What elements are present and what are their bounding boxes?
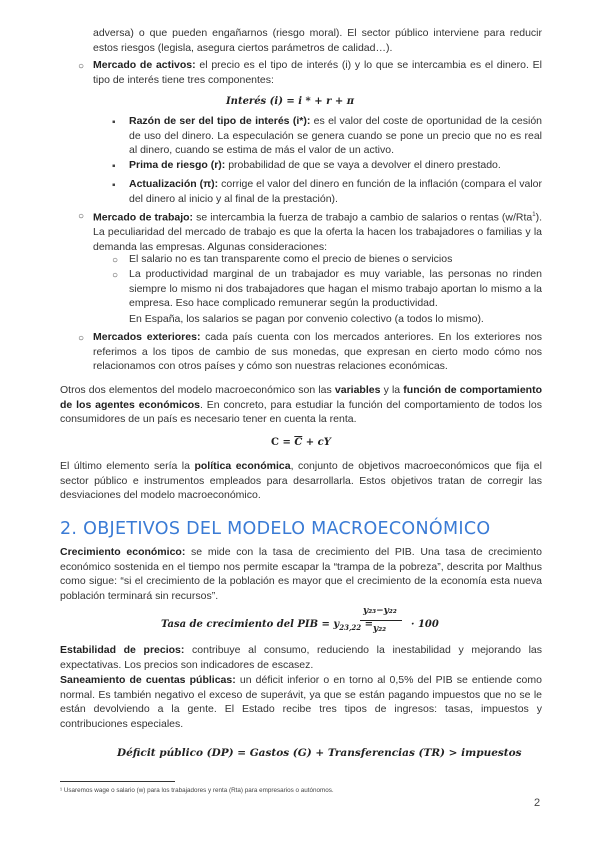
equation-interes: Interés (i) = i * + r + π xyxy=(226,96,355,107)
paragraph-mercado-trabajo: Mercado de trabajo: se intercambia la fuerza de trabajo a cambio de salarios o rentas (w/Rta$^1$). La peculiaridad del mercado de trabajo es que la oferta la hacen los trabajadores o familias y la demanda las empresas. Algunas consideraciones: xyxy=(93,211,542,253)
paragraph-productividad: La productividad marginal de un trabajador es muy variable, las personas no rinden siempre lo mismo ni dos trabajadores que hagan el mismo trabajo aportan lo mismo a la empresa. Eso hace complicado remunerar según la productividad. xyxy=(129,268,542,310)
document-page: adversa) o que pueden engañarnos (riesgo moral). El sector público interviene para reducir estos riesgos (legisla, asegura ciertos parámetros de calidad…). ○ Mercado de activos: el precio es el tipo de interés (i) y lo que se intercambia es el dinero. El tipo de interés tiene tres componentes: Interés (i) = i * + r + π ▪ Razón de ser del tipo de interés (i*): es el valor del coste de oportunidad de la cesión de uso del dinero. La especulación se genera cuando se pone un precio que no es real al dinero, cuando se estima de más el valor de un activo. ▪ Prima de riesgo (r): probabilidad de que se vaya a devolver el dinero prestado. ▪ Actualización (π): corrige el valor del dinero en función de la inflación (compara el valor del dinero al inicio y al final de la prestación). ○ Mercado de trabajo: se intercambia la fuerza de trabajo a cambio de salarios o rentas (w/Rta$^1$). La peculiaridad del mercado de trabajo es que la oferta la hacen los trabajadores o familias y la demanda las empresas. Algunas consideraciones: ○ El salario no es tan transparente como el precio de bienes o servicios ○ La productividad marginal de un trabajador es muy variable, las personas no rinden siempre lo mismo ni dos trabajadores que hagan el mismo trabajo aportan lo mismo a la empresa. Eso hace complicado remunerar según la productividad. En España, los salarios se pagan por convenio colectivo (a todos lo mismo). ○ Mercados exteriores: cada país cuenta con los mercados anteriores. En los exteriores nos referimos a los tipos de cambio de sus monedas, que expresan en cierto modo cómo nos relacionamos con otros países y cómo son nuestras relaciones económicas. Otros dos elementos del modelo macroeconómico son las variables y la función de comportamiento de los agentes económicos. En concreto, para estudiar la función del comportamiento de todos los consumidores de un país es necesario tener en cuenta la renta. $C = \overline{C}$ + cY El último elemento sería la política económica, conjunto de objetivos macroeconómicos que fija el sector público e instrumentos empleados para desarrollarla. Estos objetivos tratan de corregir las desviaciones del modelo macroeconómico. 2. OBJETIVOS DEL MODELO MACROECONÓMICO Crecimiento económico: se mide con la tasa de crecimiento del PIB. Una tasa de crecimiento económico sostenida en el tiempo nos permite escapar la “trampa de la pobreza”, descrita por Malthus como sigue: “si el crecimiento de la población es mayor que el crecimiento de la economía esta nueva población terminará sin recursos”. Tasa de crecimiento del PIB = $y_{23,22}$ = y₂₃−y₂₂ y₂₂ · 100 Estabilidad de precios: contribuye al consumo, reduciendo la inestabilidad y mejorando las expectativas. Los precios son indicadores de escasez. Saneamiento de cuentas públicas: un déficit inferior o en torno al 0,5% del PIB se entiende como normal. Es también negativo el exceso de superávit, ya que se están pagando impuestos que no se le están devolviendo a la gente. El Estado recibe tres tipos de ingresos: tasas, impuestos y contribuciones especiales. Déficit público (DP) = Gastos (G) + Transferencias (TR) > impuestos ¹ Usaremos wage o salario (w) para los trabajadores y renta (Rta) para empresarios o autónomos. 2 xyxy=(60,27,543,809)
section-heading: 2. OBJETIVOS DEL MODELO MACROECONÓMICO xyxy=(60,519,491,539)
bullet-circle-icon: ○ xyxy=(78,61,85,72)
paragraph-crecimiento: Crecimiento económico: se mide con la tasa de crecimiento del PIB. Una tasa de crecimiento económico sostenida en el tiempo nos permite escapar la “trampa de la pobreza”, descrita por Malthus como sigue: “si el crecimiento de la población es mayor que el crecimiento de la economía esta nueva población terminará sin recursos”. xyxy=(60,546,542,602)
bullet-circle-icon: ○ xyxy=(78,211,85,222)
paragraph-estabilidad: Estabilidad de precios: contribuye al consumo, reduciendo la inestabilidad y mejorando las expectativas. Los precios son indicadores de escasez. xyxy=(60,644,543,671)
paragraph-actualizacion: Actualización (π): corrige el valor del dinero en función de la inflación (compara el valor del dinero al inicio y al final de la prestación). xyxy=(129,178,542,205)
paragraph-espana: En España, los salarios se pagan por convenio colectivo (a todos lo mismo). xyxy=(129,313,484,325)
paragraph-otros-elementos: Otros dos elementos del modelo macroeconómico son las variables y la función de comportamiento de los agentes económicos. En concreto, para estudiar la función del comportamiento de todos los consumidores de un país es necesario tener en cuenta la renta. xyxy=(60,384,542,426)
paragraph-saneamiento: Saneamiento de cuentas públicas: un déficit inferior o en torno al 0,5% del PIB se entiende como normal. Es también negativo el exceso de superávit, ya que se están pagando impuestos que no se le están devolviendo a la gente. El Estado recibe tres tipos de ingresos: tasas, impuestos y contribuciones especiales. xyxy=(60,674,542,730)
bullet-circle-icon: ○ xyxy=(112,255,119,266)
bullet-circle-icon: ○ xyxy=(78,333,85,344)
paragraph-razon: Razón de ser del tipo de interés (i*): es el valor del coste de oportunidad de la cesión de uso del dinero. La especulación se genera cuando se pone un precio que no es real al dinero, cuando se estima de más el valor de un activo. xyxy=(129,115,542,157)
paragraph-salario: El salario no es tan transparente como el precio de bienes o servicios xyxy=(129,253,453,265)
paragraph-prima: Prima de riesgo (r): probabilidad de que se vaya a devolver el dinero prestado. xyxy=(129,159,501,171)
paragraph-mercado-activos: Mercado de activos: el precio es el tipo de interés (i) y lo que se intercambia es el dinero. El tipo de interés tiene tres componentes: xyxy=(93,59,542,86)
bullet-square-icon: ▪ xyxy=(112,117,116,128)
bullet-circle-icon: ○ xyxy=(112,270,119,281)
footnote-divider xyxy=(60,781,175,782)
bullet-square-icon: ▪ xyxy=(112,161,116,172)
equation-consumo: $C = \overline{C}$ + cY xyxy=(271,437,331,448)
footnote: ¹ Usaremos wage o salario (w) para los trabajadores y renta (Rta) para empresarios o autónomos. xyxy=(60,787,334,794)
equation-deficit: Déficit público (DP) = Gastos (G) + Transferencias (TR) > impuestos xyxy=(117,747,522,759)
page-number: 2 xyxy=(534,797,541,809)
paragraph-politica-economica: El último elemento sería la política económica, conjunto de objetivos macroeconómicos que fija el sector público e instrumentos empleados para desarrollarla. Estos objetivos tratan de corregir las desviaciones del modelo macroeconómico. xyxy=(60,460,542,502)
paragraph-riesgo: adversa) o que pueden engañarnos (riesgo moral). El sector público interviene para reducir estos riesgos (legisla, asegura ciertos parámetros de calidad…). xyxy=(93,27,542,54)
bullet-square-icon: ▪ xyxy=(112,180,116,191)
paragraph-mercados-exteriores: Mercados exteriores: cada país cuenta con los mercados anteriores. En los exteriores nos referimos a los tipos de cambio de sus monedas, que expresan en cierto modo cómo nos relacionamos con otros países y cómo son nuestras relaciones económicas. xyxy=(93,331,542,373)
